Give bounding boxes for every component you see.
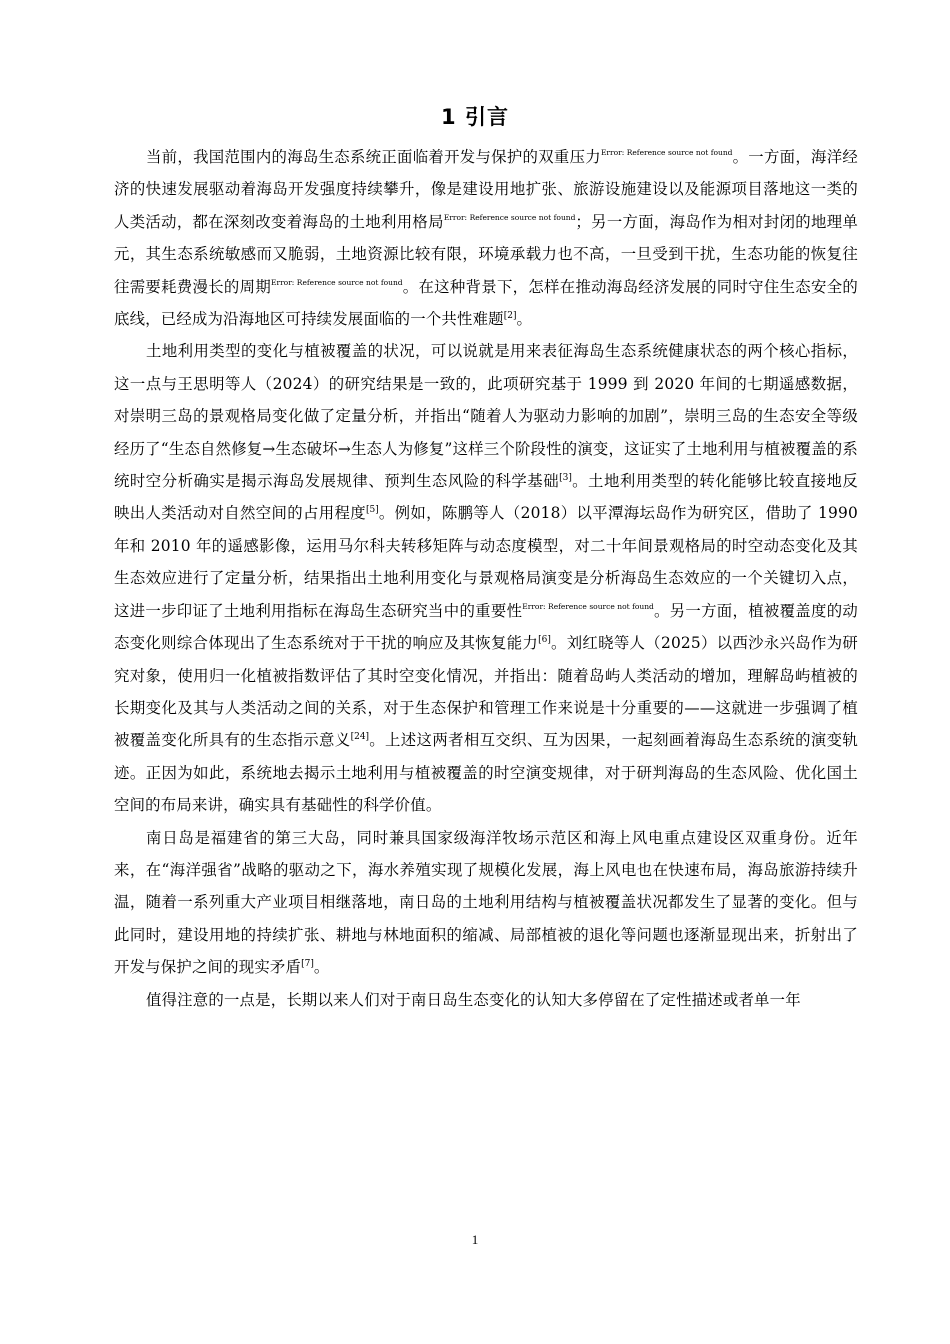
text-run: ；另一方面，海岛作为相对封闭的地理单元，其生态系统敏感而又脆弱，土地资源比较有限，环境承载力也不高，一旦受到干扰，生态功能的恢复往往需要耗费漫长的周期 <box>114 212 858 296</box>
citation-error: Error: Reference source not found <box>600 148 733 157</box>
text-run: 。上述这两者相互交织、互为因果，一起刻画着海岛生态系统的演变轨迹。正因为如此，系统地去揭示土地利用与植被覆盖的时空演变规律，对于研判海岛的生态风险、优化国土空间的布局来讲，确实具有基础性的科学价值。 <box>114 731 858 815</box>
page-number: 1 <box>471 1232 479 1247</box>
paragraph-3 <box>114 822 858 984</box>
citation-ref: [5] <box>366 505 379 516</box>
citation-ref: [2] <box>503 311 517 322</box>
citation-ref: [7] <box>301 959 314 970</box>
text-run: 。 <box>516 310 533 329</box>
text-run: 。一方面，海洋经济的快速发展驱动着海岛开发强度持续攀升，像是建设用地扩张、旅游设施建设以及能源项目落地这一类的人类活动，都在深刻改变着海岛的土地利用格局 <box>114 148 858 231</box>
text-run: 。 <box>313 958 330 977</box>
text-run: 。另一方面，植被覆盖度的动态变化则综合体现出了生态系统对于干扰的响应及其恢复能力 <box>114 601 859 653</box>
paragraph-1 <box>114 141 858 335</box>
citation-error: Error: Reference source not found <box>443 212 576 222</box>
text-run: 。在这种背景下，怎样在推动海岛经济发展的同时守住生态安全的底线，已经成为沿海地区可持续发展面临的一个共性难题 <box>114 277 858 329</box>
section-heading: 1 引言 <box>441 105 509 129</box>
citation-error: Error: Reference source not found <box>271 277 403 287</box>
citation-ref: [3] <box>559 473 572 484</box>
text-run: 土地利用类型的变化与植被覆盖的状况，可以说就是用来表征海岛生态系统健康状态的两个核心指标，这一点与王思明等人（2024）的研究结果是一致的，此项研究基于 1999 到 2020 年间的七期遥感数据，对崇明三岛的景观格局变化做了定量分析，并指出“随着人为驱动力影响的加剧”，崇明三岛的生态安全等级经历了“生态自然修复→生态破坏→生态人为修复”这样三个阶段性的演变，这证实了土地利用与植被覆盖的系统时空分析确实是揭示海岛发展规律、预判生态风险的科学基础 <box>114 342 858 491</box>
text-run: 。刘红晓等人（2025）以西沙永兴岛作为研究对象，使用归一化植被指数评估了其时空变化情况，并指出：随着岛屿人类活动的增加，理解岛屿植被的长期变化及其与人类活动之间的关系，对于生态保护和管理工作来说是十分重要的——这就进一步强调了植被覆盖变化所具有的生态指示意义 <box>114 634 858 750</box>
text-run: 。例如，陈鹏等人（2018）以平潭海坛岛作为研究区，借助了 1990 年和 2010 年的遥感影像，运用马尔科夫转移矩阵与动态度模型，对二十年间景观格局的时空动态变化及其生态效应进行了定量分析，结果指出土地利用变化与景观格局演变是分析海岛生态效应的一个关键切入点，这进一步印证了土地利用指标在海岛生态研究当中的重要性 <box>114 504 858 620</box>
citation-ref: [6] <box>538 635 551 646</box>
text-run: 当前，我国范围内的海岛生态系统正面临着开发与保护的双重压力 <box>146 148 601 166</box>
paragraph-4 <box>114 984 858 1016</box>
text-run: 值得注意的一点是，长期以来人们对于南日岛生态变化的认知大多停留在了定性描述或者单一年 <box>146 990 801 1009</box>
paragraph-2 <box>114 335 858 821</box>
text-run: 。土地利用类型的转化能够比较直接地反映出人类活动对自然空间的占用程度 <box>114 472 858 523</box>
citation-error: Error: Reference source not found <box>522 601 654 611</box>
body-text <box>114 141 858 1016</box>
citation-ref: [24] <box>350 732 370 743</box>
text-run: 南日岛是福建省的第三大岛，同时兼具国家级海洋牧场示范区和海上风电重点建设区双重身份。近年来，在“海洋强省”战略的驱动之下，海水养殖实现了规模化发展，海上风电也在快速布局，海岛旅游持续升温，随着一系列重大产业项目相继落地，南日岛的土地利用结构与植被覆盖状况都发生了显著的变化。但与此同时，建设用地的持续扩张、耕地与林地面积的缩减、局部植被的退化等问题也逐渐显现出来，折射出了开发与保护之间的现实矛盾 <box>114 828 858 977</box>
